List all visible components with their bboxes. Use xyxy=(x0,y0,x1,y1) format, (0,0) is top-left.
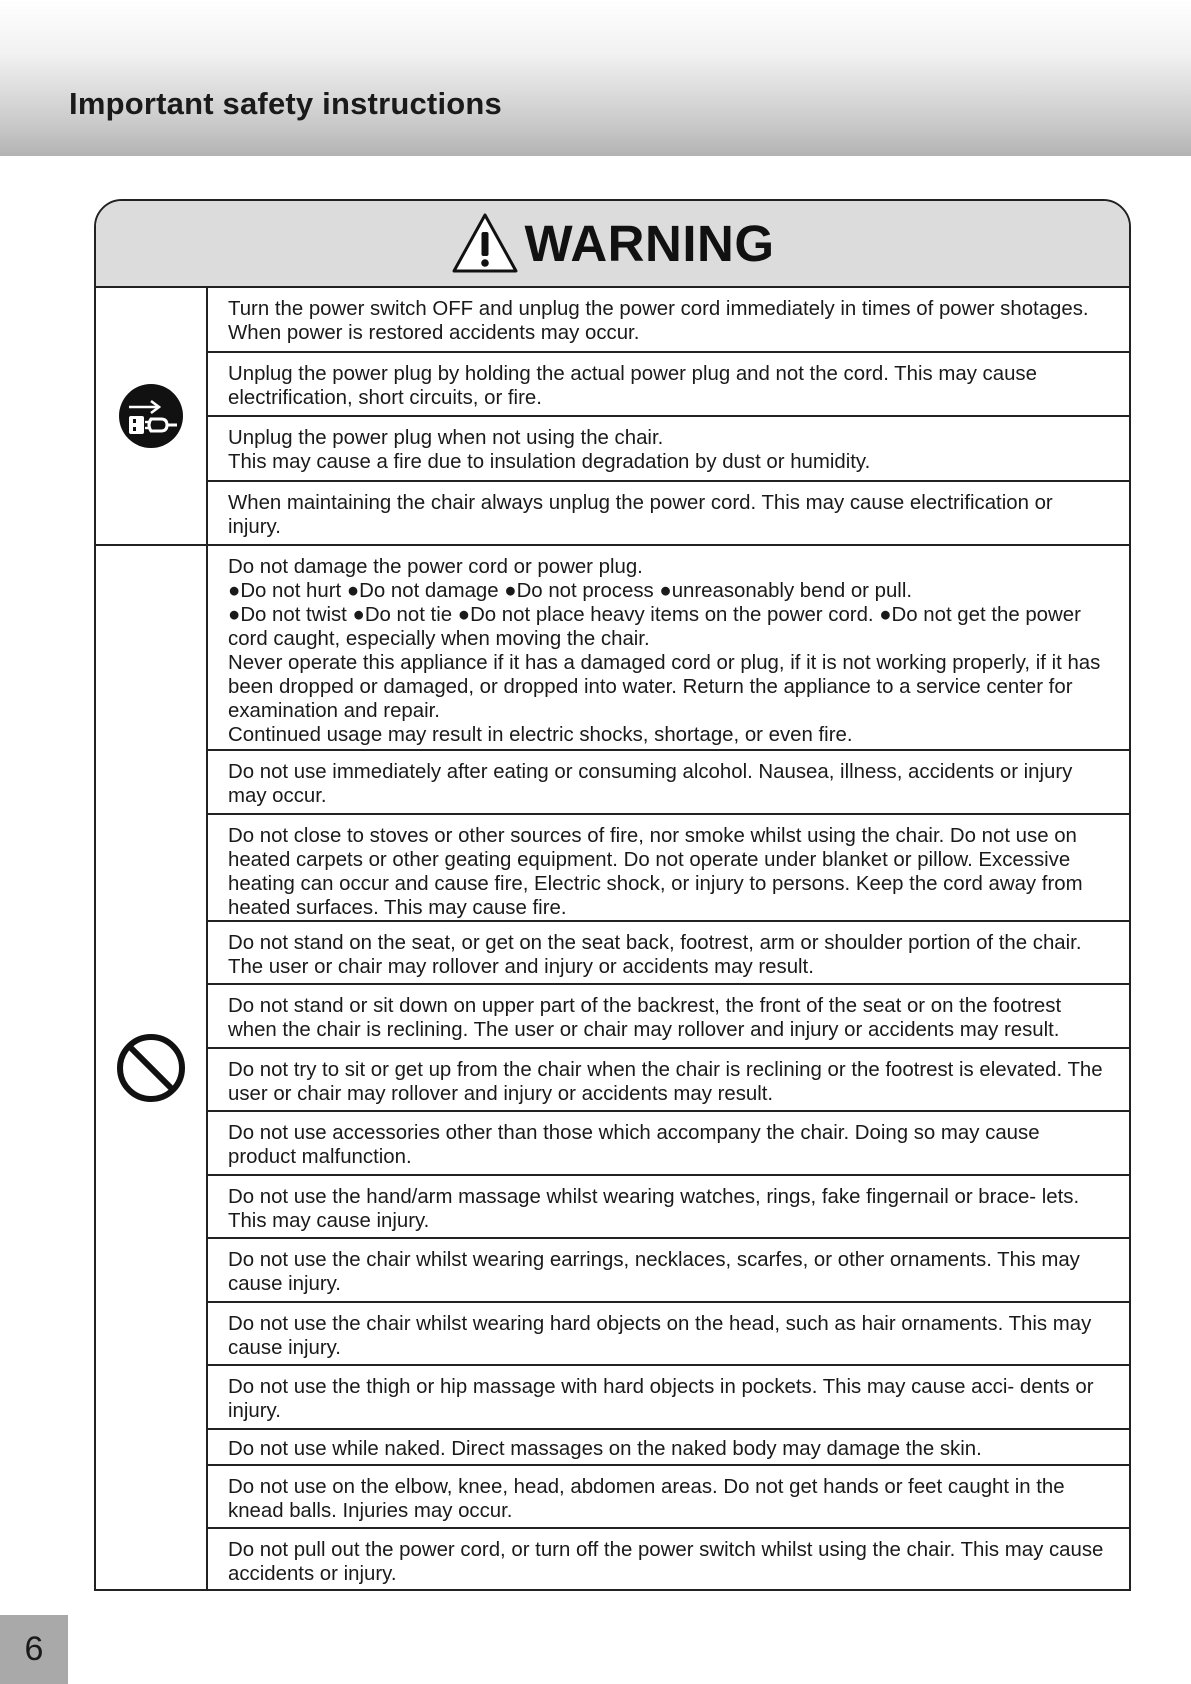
page-number: 6 xyxy=(0,1615,68,1684)
safety-item: Turn the power switch OFF and unplug the power cord immediately in times of power shotages. When power is restored accidents may occur. xyxy=(208,288,1129,353)
safety-item: Do not use on the elbow, knee, head, abdomen areas. Do not get hands or feet caught in the knead balls. Injuries may occur. xyxy=(208,1466,1129,1529)
safety-item: Do not pull out the power cord, or turn off the power switch whilst using the chair. This may cause accidents or injury. xyxy=(228,1539,1104,1585)
safety-item: Unplug the power plug when not using the chair. This may cause a fire due to insulation degradation by dust or humidity. xyxy=(208,417,1129,482)
safety-item: Do not close to stoves or other sources of fire, nor smoke whilst using the chair. Do not use on heated carpets or other geating equipment. Do not operate under blanket or pillow. Excessive heating can occur and cause fire, Electric shock, or injury to persons. Keep the cord away from heated surfaces. This may cause fire. xyxy=(208,815,1129,922)
safety-item: Do not use the hand/arm massage whilst wearing watches, rings, fake fingernail or brace- lets. This may cause injury. xyxy=(208,1176,1129,1239)
prohibited-section xyxy=(96,546,1129,1591)
unplug-section xyxy=(96,288,1129,546)
safety-item: Do not use while naked. Direct massages on the naked body may damage the skin. xyxy=(208,1430,1129,1466)
safety-item: Do not use the chair whilst wearing hard objects on the head, such as hair ornaments. This may cause injury. xyxy=(208,1303,1129,1366)
safety-item: Do not stand on the seat, or get on the seat back, footrest, arm or shoulder portion of the chair. The user or chair may rollover and injury or accidents may result. xyxy=(208,922,1129,985)
safety-item: Do not try to sit or get up from the chair when the chair is reclining or the footrest is elevated. The user or chair may rollover and injury or accidents may result. xyxy=(208,1049,1129,1112)
safety-item: Do not stand or sit down on upper part of the backrest, the front of the seat or on the footrest when the chair is reclining. The user or chair may rollover and injury or accidents may result. xyxy=(208,985,1129,1049)
page-title: Important safety instructions xyxy=(69,86,502,121)
safety-item: Do not use the chair whilst wearing earrings, necklaces, scarfes, or other ornaments. This may cause injury. xyxy=(208,1239,1129,1303)
unplug-icon-cell xyxy=(96,288,208,544)
warning-box xyxy=(94,199,1131,1591)
prohibited-icon-cell xyxy=(96,546,208,1591)
warning-title: WARNING xyxy=(524,215,775,272)
safety-item: Do not use accessories other than those which accompany the chair. Doing so may cause product malfunction. xyxy=(208,1112,1129,1176)
safety-item: When maintaining the chair always unplug the power cord. This may cause electrification or injury. xyxy=(228,492,1053,538)
header-band xyxy=(0,0,1191,156)
warning-header xyxy=(96,201,1129,288)
safety-item: Unplug the power plug by holding the actual power plug and not the cord. This may cause electrification, short circuits, or fire. xyxy=(208,353,1129,417)
safety-item: Do not use immediately after eating or consuming alcohol. Nausea, illness, accidents or injury may occur. xyxy=(208,751,1129,815)
warning-triangle-icon xyxy=(451,212,519,274)
unplug-icon xyxy=(117,382,185,450)
safety-item-power-cord: Do not damage the power cord or power plug. ●Do not hurt ●Do not damage ●Do not process ●unreasonably bend or pull. ●Do not twist ●Do not tie ●Do not place heavy items on the power cord. ●Do not get the power cord caught, especially when moving the chair. Never operate this appliance if it has a damaged cord or plug, if it is not working properly, if it has been dropped or damaged, or dropped into water. Return the appliance to a service center for examination and repair. Continued usage may result in electric shocks, shortage, or even fire. xyxy=(208,546,1129,751)
safety-item: Do not use the thigh or hip massage with hard objects in pockets. This may cause acci- dents or injury. xyxy=(208,1366,1129,1430)
prohibited-icon xyxy=(115,1032,187,1104)
